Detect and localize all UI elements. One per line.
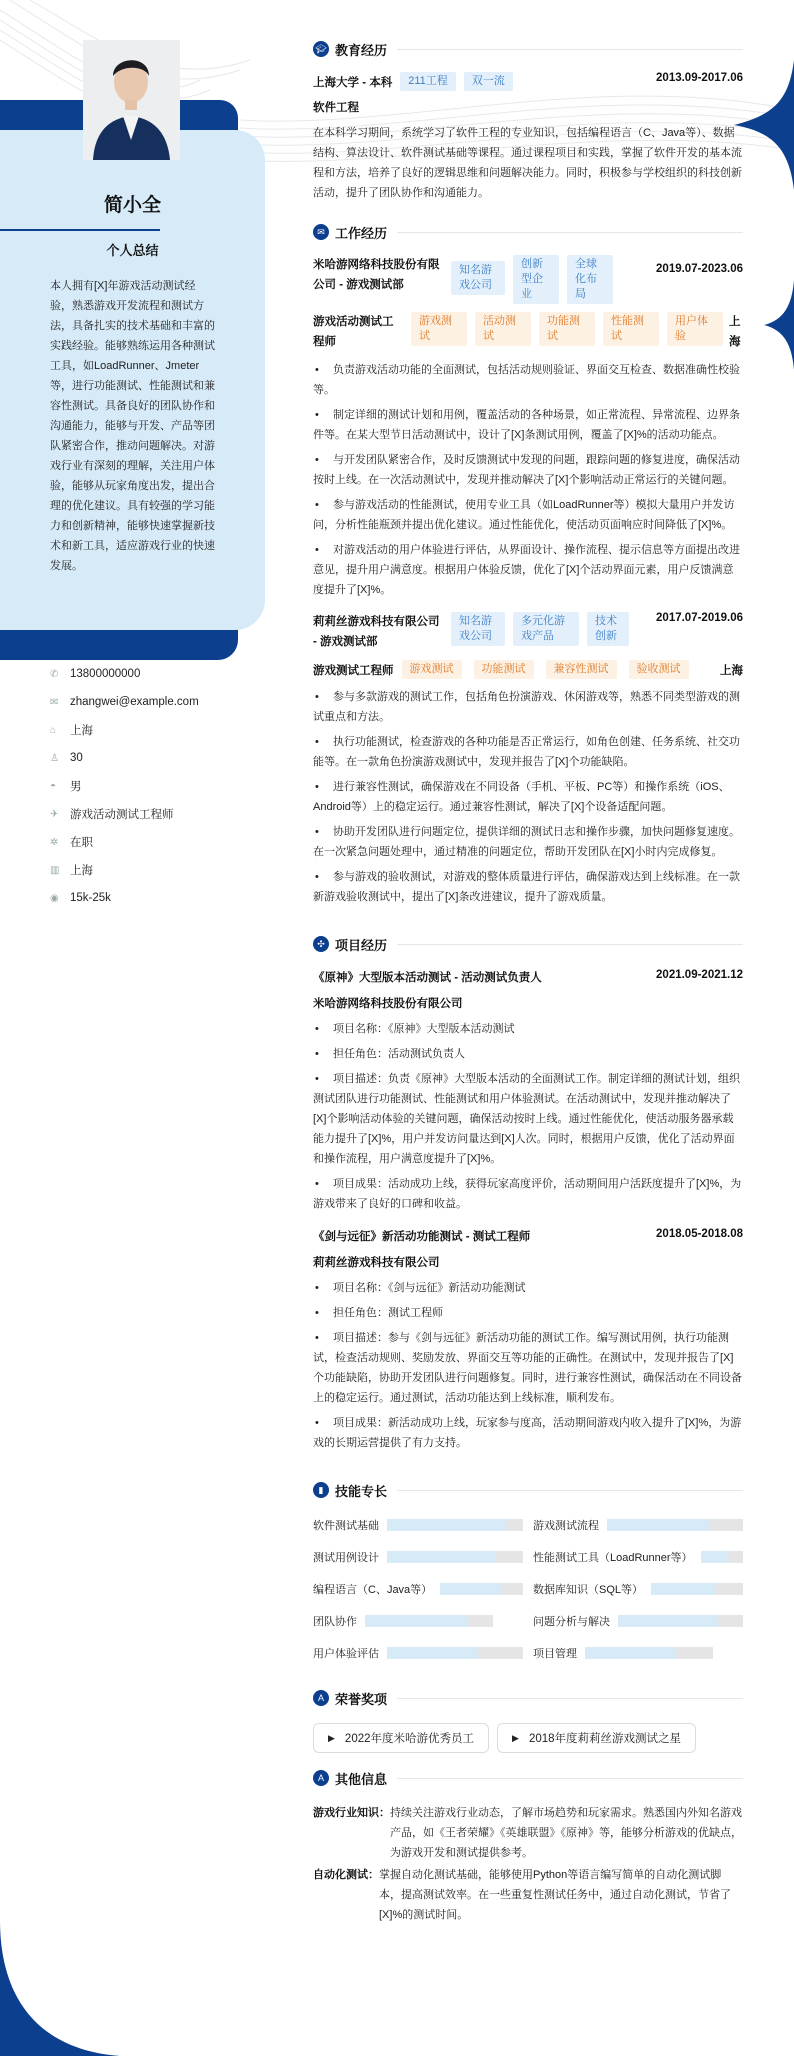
job-date: 2019.07-2023.06	[656, 263, 743, 275]
triangle-right-icon: ▶	[512, 1732, 519, 1743]
education-section	[313, 38, 743, 203]
avatar-photo	[83, 40, 180, 160]
awards-section	[313, 1687, 743, 1753]
job-entry	[313, 255, 743, 600]
skill-fill	[607, 1519, 710, 1531]
triangle-right-icon: ▶	[328, 1732, 335, 1743]
other-label: 游戏行业知识：	[313, 1807, 390, 1819]
skill-bar	[701, 1551, 743, 1563]
gender-value: 男	[70, 781, 82, 793]
projects-section	[313, 933, 743, 1453]
status-value: 在职	[70, 837, 93, 849]
company-tag: 知名游戏公司	[451, 261, 505, 295]
skill-fill	[387, 1519, 505, 1531]
contact-status	[50, 828, 250, 856]
sidebar-card	[0, 130, 265, 630]
project-date: 2021.09-2021.12	[656, 969, 743, 981]
skill-item	[313, 1611, 523, 1631]
role-tag: 功能测试	[539, 312, 595, 346]
major: 软件工程	[313, 102, 359, 114]
gender-icon: ◓	[50, 780, 57, 792]
salary-value: 15k-25k	[70, 892, 111, 904]
other-text: 持续关注游戏行业动态，了解市场趋势和玩家需求。熟悉国内外知名游戏产品，如《王者荣耀》《英雄联盟》《原神》等，能够分析游戏的优缺点，为游戏开发和测试提供参考。	[390, 1807, 742, 1859]
job-bullet: • 参与游戏的验收测试，对游戏的整体质量进行评估，确保游戏达到上线标准。在一款新游戏验收测试中，提出了[X]条改进建议，提升了游戏质量。	[313, 867, 743, 907]
section-title: 荣誉奖项	[335, 1691, 388, 1707]
award-icon: A	[313, 1690, 329, 1706]
contact-salary	[50, 884, 250, 912]
school-tag: 双一流	[464, 72, 513, 91]
skill-bar	[387, 1519, 523, 1531]
project-company: 米哈游网络科技股份有限公司	[313, 998, 463, 1010]
other-text: 掌握自动化测试基础，能够使用Python等语言编写简单的自动化测试脚本，提高测试效率。在一些重复性测试任务中，通过自动化测试，节省了[X]%的测试时间。	[379, 1869, 731, 1921]
company-tag: 全球化布局	[567, 255, 613, 304]
skill-item	[533, 1515, 743, 1535]
phone-value: 13800000000	[70, 668, 141, 680]
salary-icon: ◉	[50, 892, 59, 904]
decorative-star-shape	[764, 280, 794, 370]
contact-age	[50, 744, 250, 772]
section-title: 技能专长	[335, 1483, 388, 1499]
skill-bar	[387, 1551, 523, 1563]
skill-name: 编程语言（C、Java等）	[313, 1584, 433, 1596]
city-value: 上海	[70, 865, 93, 877]
job-bullet: • 参与游戏活动的性能测试，使用专业工具（如LoadRunner等）模拟大量用户并发访问，分析性能瓶颈并提出优化建议。通过性能优化，使活动页面响应时间降低了[X]%。	[313, 495, 743, 535]
contact-phone	[50, 660, 250, 688]
skill-bar	[440, 1583, 523, 1595]
project-name: 《剑与远征》新活动功能测试 - 测试工程师	[313, 1231, 531, 1243]
skill-fill	[651, 1583, 715, 1595]
project-bullet: • 项目名称：《原神》大型版本活动测试	[313, 1019, 743, 1039]
cake-icon: ♙	[50, 752, 59, 764]
skill-item	[533, 1547, 743, 1567]
job-company: 米哈游网络科技股份有限公司 - 游戏测试部	[313, 259, 440, 291]
skill-item	[533, 1643, 743, 1663]
award-item	[497, 1723, 696, 1753]
skill-bar	[651, 1583, 743, 1595]
skill-name: 测试用例设计	[313, 1552, 379, 1564]
school-tag: 211工程	[400, 72, 456, 91]
project-bullet: • 担任角色：活动测试负责人	[313, 1044, 743, 1064]
section-divider	[397, 232, 743, 233]
skill-fill	[440, 1583, 502, 1595]
award-item	[313, 1723, 489, 1753]
skill-name: 数据库知识（SQL等）	[533, 1584, 644, 1596]
status-icon: ✲	[50, 836, 59, 848]
job-bullet: • 负责游戏活动功能的全面测试，包括活动规则验证、界面交互检查、数据准确性校验等。	[313, 360, 743, 400]
contact-email	[50, 688, 250, 716]
other-item	[313, 1803, 743, 1863]
skill-fill	[387, 1647, 478, 1659]
education-date: 2013.09-2017.06	[656, 72, 743, 84]
candidate-name: 简小全	[103, 195, 161, 216]
project-entry	[313, 1228, 743, 1453]
job-bullet: • 参与多款游戏的测试工作，包括角色扮演游戏、休闲游戏等，熟悉不同类型游戏的测试重点和方法。	[313, 687, 743, 727]
job-bullet: • 与开发团队紧密合作，及时反馈测试中发现的问题，跟踪问题的修复进度，确保活动按时上线。在一次活动测试中，发现并推动解决了[X]个影响活动正常运行的关键问题。	[313, 450, 743, 490]
project-date: 2018.05-2018.08	[656, 1228, 743, 1240]
skill-name: 性能测试工具（LoadRunner等）	[533, 1552, 693, 1564]
section-title: 其他信息	[335, 1771, 388, 1787]
contact-city	[50, 856, 250, 884]
mail-icon: ✉	[50, 696, 59, 708]
skill-item	[313, 1547, 523, 1567]
project-company: 莉莉丝游戏科技有限公司	[313, 1257, 440, 1269]
hometown-value: 上海	[70, 725, 93, 737]
skill-name: 用户体验评估	[313, 1648, 379, 1660]
chart-icon: ▮	[313, 1482, 329, 1498]
skill-fill	[387, 1551, 496, 1563]
skill-fill	[701, 1551, 729, 1563]
person-silhouette-icon	[83, 40, 180, 160]
role-tag: 用户体验	[667, 312, 723, 346]
other-item	[313, 1865, 743, 1925]
project-bullet: • 项目成果：活动成功上线，获得玩家高度评价，活动期间用户活跃度提升了[X]%，为游戏带来了良好的口碑和收益。	[313, 1174, 743, 1214]
section-divider	[397, 49, 743, 50]
other-label: 自动化测试：	[313, 1869, 379, 1881]
role-tag: 性能测试	[603, 312, 659, 346]
decorative-corner-shape	[0, 1920, 120, 2056]
role-tag: 活动测试	[475, 312, 531, 346]
job-bullet: • 协助开发团队进行问题定位，提供详细的测试日志和操作步骤，加快问题修复速度。在一次紧急问题处理中，通过精准的问题定位，帮助开发团队在[X]小时内完成修复。	[313, 822, 743, 862]
skill-name: 团队协作	[313, 1616, 357, 1628]
project-bullet: • 项目描述：参与《剑与远征》新活动功能的测试工作。编写测试用例，执行功能测试，检查活动规则、奖励发放、界面交互等功能的正确性。在测试中，发现并报告了[X]个功能缺陷，协助开发团队进行问题修复。同时，进行兼容性测试，确保活动在不同设备上的稳定运行。通过测试，活动功能达到上线标准，顺利发布。	[313, 1328, 743, 1408]
work-section	[313, 221, 743, 907]
role-tag: 游戏测试	[402, 660, 462, 679]
skill-item	[313, 1515, 523, 1535]
skill-bar	[387, 1647, 523, 1659]
role-tag: 功能测试	[474, 660, 534, 679]
skill-fill	[365, 1615, 467, 1627]
skill-name: 项目管理	[533, 1648, 577, 1660]
section-divider	[397, 944, 743, 945]
job-bullet: • 制定详细的测试计划和用例，覆盖活动的各种场景，如正常流程、异常流程、边界条件等。在某大型节日活动测试中，设计了[X]条测试用例，覆盖了[X]%的活动功能点。	[313, 405, 743, 445]
summary-text: 本人拥有[X]年游戏活动测试经验，熟悉游戏开发流程和测试方法，具备扎实的技术基础和丰富的实践经验。能够熟练运用各种测试工具，如LoadRunner、Jmeter等，进行功能测试、性能测试和兼容性测试。具备良好的团队协作和沟通能力，能够与开发、产品等团队紧密合作，推动问题解决。对游戏行业有深刻的理解，关注用户体验，能够从玩家角度出发，提出合理的优化建议。具有较强的学习能力和创新精神，能够快速掌握新技术和新工具，适应游戏行业的快速发展。	[50, 280, 215, 572]
skill-fill	[585, 1647, 675, 1659]
other-section	[313, 1767, 743, 1925]
skill-item	[533, 1611, 743, 1631]
company-tag: 技术创新	[587, 612, 629, 646]
skill-name: 软件测试基础	[313, 1520, 379, 1532]
role-tag: 验收测试	[629, 660, 689, 679]
role-tag: 游戏测试	[411, 312, 467, 346]
job-city: 上海	[720, 664, 743, 677]
role-tag: 兼容性测试	[546, 660, 617, 679]
main-content	[313, 38, 743, 1935]
briefcase-icon: ✉	[313, 224, 329, 240]
job-city: 上海	[729, 316, 741, 348]
skill-name: 游戏测试流程	[533, 1520, 599, 1532]
job-bullet: • 执行功能测试，检查游戏的各种功能是否正常运行，如角色创建、任务系统、社交功能等。在一款角色扮演游戏测试中，发现并报告了[X]个功能缺陷。	[313, 732, 743, 772]
award-label: 2018年度莉莉丝游戏测试之星	[528, 1733, 682, 1745]
job-date: 2017.07-2019.06	[656, 612, 743, 624]
company-tag: 知名游戏公司	[451, 612, 505, 646]
contact-target-job	[50, 800, 250, 828]
skill-bar	[585, 1647, 713, 1659]
email-value: zhangwei@example.com	[70, 696, 199, 708]
info-icon: A	[313, 1770, 329, 1786]
project-name: 《原神》大型版本活动测试 - 活动测试负责人	[313, 972, 542, 984]
job-role: 游戏测试工程师	[313, 664, 394, 677]
section-title: 工作经历	[335, 225, 388, 241]
decorative-star-shape	[734, 60, 794, 190]
phone-icon: ✆	[50, 668, 59, 680]
project-bullet: • 项目描述：负责《原神》大型版本活动的全面测试工作。制定详细的测试计划，组织测试团队进行功能测试、性能测试和用户体验测试。在活动测试中，发现并推动解决了[X]个影响活动体验的关键问题，确保活动按时上线。通过性能优化，使活动服务器承载能力提升了[X]%，用户并发访问量达到[X]人次。同时，根据用户反馈，优化了活动界面和操作流程，用户满意度提升了[X]%。	[313, 1069, 743, 1169]
education-description: 在本科学习期间，系统学习了软件工程的专业知识，包括编程语言（C、Java等）、数据结构、算法设计、软件测试基础等课程。通过课程项目和实践，掌握了软件开发的基本流程和方法，培养了良好的逻辑思维和问题解决能力。同时，积极参与学校组织的科技创新活动，提升了团队协作和沟通能力。	[313, 127, 742, 199]
company-tag: 多元化游戏产品	[513, 612, 579, 646]
contact-gender	[50, 772, 250, 800]
building-icon: ▥	[50, 864, 60, 876]
home-icon: ⌂	[50, 724, 57, 736]
graduation-cap-icon: 🎓︎	[313, 41, 329, 57]
section-divider	[397, 1490, 743, 1491]
school-name: 上海大学 - 本科	[313, 76, 393, 89]
skill-name: 问题分析与解决	[533, 1616, 610, 1628]
skill-bar	[618, 1615, 743, 1627]
project-entry	[313, 969, 743, 1214]
skill-bar	[365, 1615, 493, 1627]
award-label: 2022年度米哈游优秀员工	[344, 1733, 475, 1745]
age-value: 30	[70, 752, 83, 764]
project-bullet: • 担任角色：测试工程师	[313, 1303, 743, 1323]
section-title: 项目经历	[335, 937, 388, 953]
grid-icon: ✣	[313, 936, 329, 952]
skill-fill	[618, 1615, 718, 1627]
project-bullet: • 项目成果：新活动成功上线，玩家参与度高，活动期间游戏内收入提升了[X]%，为游戏的长期运营提供了有力支持。	[313, 1413, 743, 1453]
section-title: 教育经历	[335, 42, 388, 58]
section-divider	[397, 1778, 743, 1779]
project-bullet: • 项目名称：《剑与远征》新活动功能测试	[313, 1278, 743, 1298]
job-bullet: • 对游戏活动的用户体验进行评估，从界面设计、操作流程、提示信息等方面提出改进意见，提升用户满意度。根据用户体验反馈，优化了[X]个活动界面元素，用户反馈满意度提升了[X]%。	[313, 540, 743, 600]
contact-list	[50, 660, 250, 912]
target-job-value: 游戏活动测试工程师	[70, 809, 174, 821]
job-company: 莉莉丝游戏科技有限公司 - 游戏测试部	[313, 616, 440, 648]
plane-icon: ✈	[50, 808, 59, 820]
name-divider	[0, 229, 160, 231]
skill-item	[313, 1643, 523, 1663]
skill-item	[313, 1579, 523, 1599]
section-divider	[397, 1698, 743, 1699]
skill-bar	[607, 1519, 743, 1531]
job-entry	[313, 612, 743, 907]
summary-title: 个人总结	[106, 243, 159, 258]
skills-grid	[313, 1515, 743, 1663]
contact-hometown	[50, 716, 250, 744]
company-tag: 创新型企业	[513, 255, 559, 304]
job-role: 游戏活动测试工程师	[313, 316, 394, 348]
skills-section	[313, 1479, 743, 1663]
job-bullet: • 进行兼容性测试，确保游戏在不同设备（手机、平板、PC等）和操作系统（iOS、Android等）上的稳定运行。通过兼容性测试，解决了[X]个设备适配问题。	[313, 777, 743, 817]
skill-item	[533, 1579, 743, 1599]
